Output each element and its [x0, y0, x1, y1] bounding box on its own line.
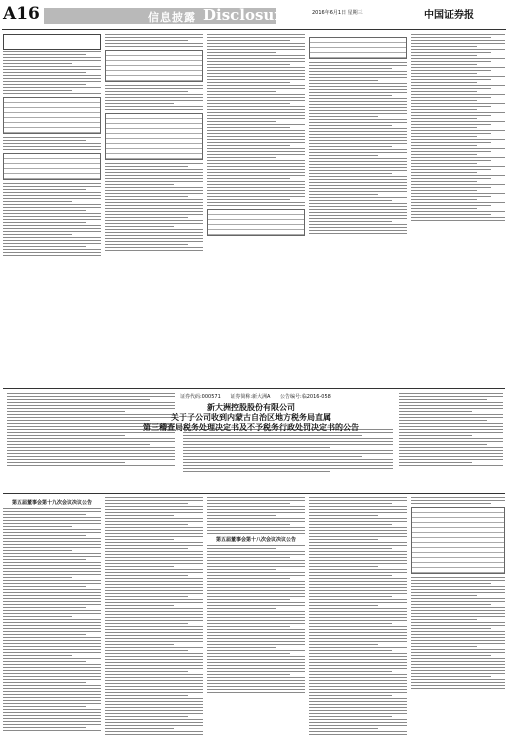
- text-column-1: [3, 34, 101, 384]
- lower-column-1: [3, 497, 101, 747]
- section-title-en: Disclosure: [203, 6, 292, 24]
- lower-column-5: [411, 497, 505, 747]
- issue-date: 2016年6月1日 星期三: [312, 10, 363, 16]
- announcement-center-text: [183, 429, 393, 489]
- announcement-company: 新大洲控股股份有限公司: [207, 402, 295, 412]
- lower-column-3: [207, 497, 305, 747]
- announcement-title-line1: 关于子公司收到内蒙古自治区地方税务局直属: [171, 412, 331, 422]
- data-table: [105, 113, 203, 160]
- section-title-cn: 信息披露: [148, 11, 196, 24]
- data-table: [105, 50, 203, 82]
- page-number: A16: [3, 4, 40, 24]
- data-table: [207, 209, 305, 236]
- data-table: [411, 507, 505, 574]
- text-column-3: [207, 34, 305, 384]
- security-codes: 证券代码:000571 证券简称:新大洲A 公告编号:临2016-058: [180, 394, 331, 400]
- text-column-2: [105, 34, 203, 384]
- header-rule: [2, 29, 506, 30]
- lower-column-4: [309, 497, 407, 747]
- newspaper-name: 中国证券报: [424, 10, 474, 21]
- data-table: [3, 97, 101, 134]
- announcement-subtitle: 第五届董事会第十九次会议决议公告: [11, 500, 92, 506]
- text-column-5: [411, 34, 505, 384]
- announcement-title-line2: 第三稽查局税务处理决定书及不予税务行政处罚决定书的公告: [143, 422, 359, 432]
- data-table: [3, 153, 101, 180]
- data-table: [309, 37, 407, 59]
- announcement-subtitle: 第五届董事会第十八次会议决议公告: [215, 537, 296, 543]
- text-column-4: [309, 34, 407, 384]
- page-header: [0, 0, 508, 30]
- column-title-box: [3, 34, 101, 50]
- lower-column-2: [105, 497, 203, 747]
